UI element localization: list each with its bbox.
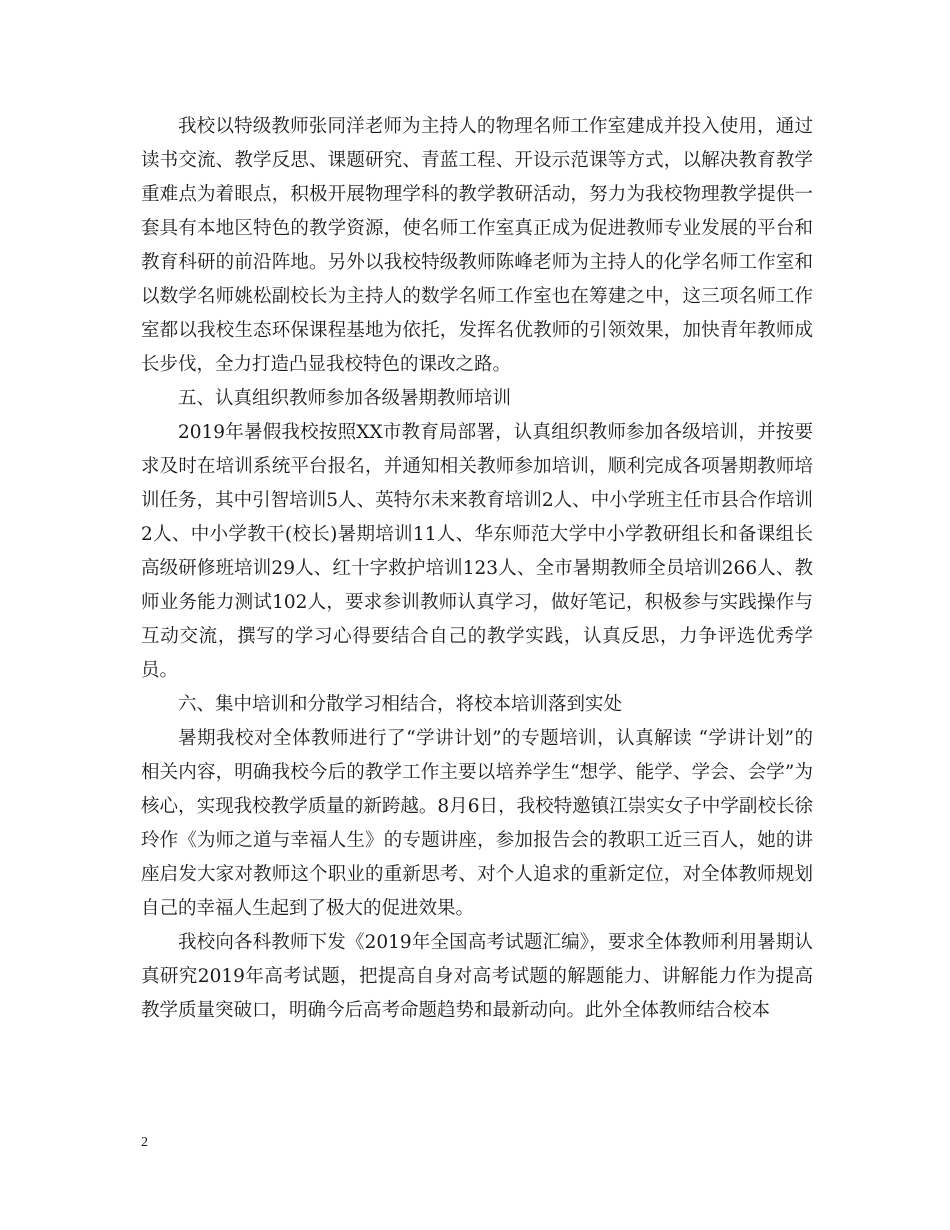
document-body [141,110,813,1028]
section-heading-five: 五、认真组织教师参加各级暑期教师培训 [178,388,512,409]
paragraph-summer-training: 2019年暑假我校按照XX市教育局部署，认真组织教师参加各级培训，并按要求及时在培训系统平台报名，并通知相关教师参加培训，顺利完成各项暑期教师培训任务，其中引智培训5人、英特尔未来教育培训2人、中小学班主任市县合作培训2人、中小学教干(校长)暑期培训11人、华东师范大学中小学教研组长和备课组长高级研修班培训29人、红十字救护培训123人、全市暑期教师全员培训266人、教师业务能力测试102人，要求参训教师认真学习，做好笔记，积极参与实践操作与互动交流，撰写的学习心得要结合自己的教学实践，认真反思，力争评选优秀学员。 [141,422,813,681]
paragraph-school-training: 暑期我校对全体教师进行了“学讲计划”的专题培训，认真解读 “学讲计划”的相关内容，明确我校今后的教学工作主要以培养学生“想学、能学、学会、会学”为核心，实现我校教学质量的新跨越。8月6日，我校特邀镇江崇实女子中学副校长徐玲作《为师之道与幸福人生》的专题讲座，参加报告会的教职工近三百人，她的讲座启发大家对教师这个职业的重新思考、对个人追求的重新定位，对全体教师规划自己的幸福人生起到了极大的促进效果。 [141,728,813,919]
section-heading-six: 六、集中培训和分散学习相结合，将校本培训落到实处 [178,694,623,715]
paragraph-studio: 我校以特级教师张同洋老师为主持人的物理名师工作室建成并投入使用，通过读书交流、教学反思、课题研究、青蓝工程、开设示范课等方式，以解决教育教学重难点为着眼点，积极开展物理学科的教学教研活动，努力为我校物理教学提供一套具有本地区特色的教学资源，使名师工作室真正成为促进教师专业发展的平台和教育科研的前沿阵地。另外以我校特级教师陈峰老师为主持人的化学名师工作室和以数学名师姚松副校长为主持人的数学名师工作室也在筹建之中，这三项名师工作室都以我校生态环保课程基地为依托，发挥名优教师的引领效果，加快青年教师成长步伐，全力打造凸显我校特色的课改之路。 [141,116,813,375]
paragraph-exam-study: 我校向各科教师下发《2019年全国高考试题汇编》，要求全体教师利用暑期认真研究2019年高考试题，把提高自身对高考试题的解题能力、讲解能力作为提高教学质量突破口，明确今后高考命题趋势和最新动向。此外全体教师结合校本 [141,932,813,1021]
page-number: 2 [141,1135,148,1150]
